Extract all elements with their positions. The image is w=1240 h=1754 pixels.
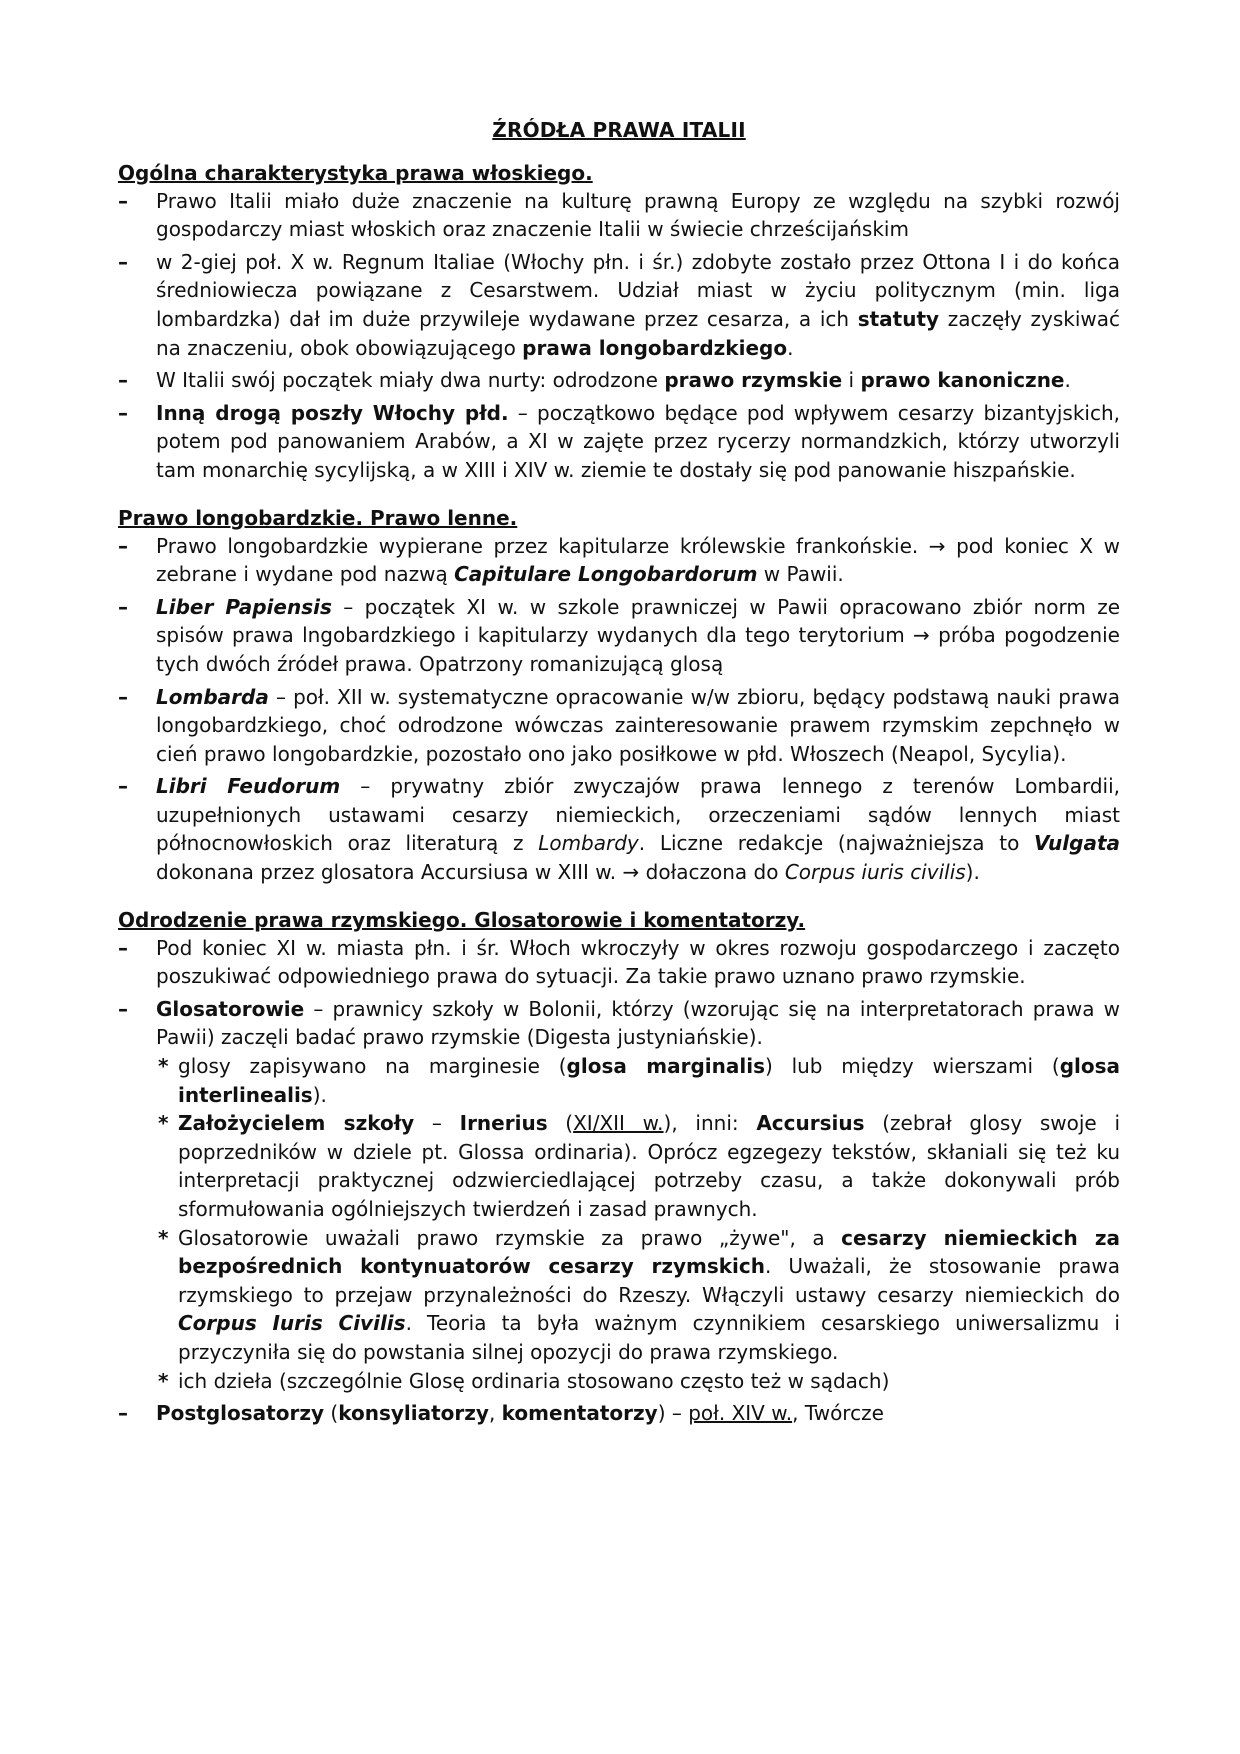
text-run: ich dzieła (szczególnie Glosę ordinaria stosowano często też w sądach) <box>178 1368 890 1393</box>
text-run: ( <box>547 1111 574 1136</box>
sub-list-item <box>156 1224 1120 1367</box>
text-run: glosa interlinealis <box>178 1054 1121 1107</box>
section-heading: Ogólna charakterystyka prawa włoskiego. <box>118 160 593 185</box>
text-run: Corpus Iuris Civilis <box>178 1311 406 1336</box>
text-run: (zebrał glosy swoje i poprzedników w dziele pt. Glossa ordinaria). Oprócz egzegezy tekstów, skłaniali się też ku interpretacji praktycznej odzwierciedlającej potrzeby czasu, a także dokonywali prób sformułowania ogólniejszych twierdzeń i zasad prawnych. <box>178 1111 1121 1221</box>
bullet-list <box>118 532 1120 887</box>
list-item <box>118 532 1120 589</box>
sub-list-item <box>156 1367 1120 1396</box>
list-item-text <box>156 997 1120 1050</box>
list-item <box>118 934 1120 991</box>
text-run: ) lub między wierszami ( <box>764 1054 1060 1079</box>
text-run: Postglosatorzy <box>156 1401 325 1426</box>
bullet-list <box>118 934 1120 1428</box>
section-heading: Prawo longobardzkie. Prawo lenne. <box>118 505 518 530</box>
section-heading: Odrodzenie prawa rzymskiego. Glosatorowie i komentatorzy. <box>118 907 806 932</box>
text-run: w Pawii. <box>757 562 844 587</box>
text-run: i <box>842 368 861 393</box>
list-item <box>118 366 1120 395</box>
text-run: . Liczne redakcje (najważniejsza to <box>638 831 1035 856</box>
list-item <box>118 593 1120 679</box>
text-run: ). <box>965 860 980 885</box>
text-run: prawa longobardzkiego <box>522 335 788 360</box>
text-run: Glosatorowie uważali prawo rzymskie za prawo „żywe", a <box>178 1225 842 1250</box>
text-run: Corpus iuris civilis <box>784 860 966 885</box>
text-run: – prywatny zbiór zwyczajów prawa lennego z terenów Lombardii, uzupełnionych ustawami cesarzy niemieckich, orzeczeniami sądów lennych miast północnowłoskich oraz literaturą z <box>156 774 1120 856</box>
text-run: Glosatorowie <box>156 996 305 1021</box>
text-run: statuty <box>857 306 940 331</box>
text-run: Prawo Italii miało duże znaczenie na kulturę prawną Europy ze względu na szybki rozwój gospodarczy miast włoskich oraz znaczenie Italii w świecie chrześcijańskim <box>156 188 1120 242</box>
document-title: ŹRÓDŁA PRAWA ITALII <box>492 118 746 142</box>
text-run: prawo rzymskie <box>664 368 843 393</box>
text-run: glosa marginalis <box>566 1054 765 1079</box>
section-longobard <box>118 504 1120 887</box>
text-run: . <box>787 335 794 360</box>
list-item <box>118 683 1120 769</box>
text-run: zaczęły zyskiwać na znaczeniu, obok obowiązującego <box>156 306 1120 360</box>
list-item <box>118 187 1120 244</box>
text-run: , Twórcze <box>792 1401 884 1426</box>
text-run: , <box>488 1401 502 1426</box>
text-run: Accursius <box>756 1111 865 1136</box>
text-run: ), inni: <box>663 1111 757 1136</box>
text-run: . Uważali, że stosowanie prawa rzymskiego to przejaw przynależności do Rzeszy. Włączyli ustawy cesarzy niemieckich do <box>178 1254 1120 1307</box>
text-run: . <box>1064 368 1071 393</box>
section-roman-law <box>118 906 1120 1428</box>
text-run: – początkowo będące pod wpływem cesarzy bizantyjskich, potem pod panowaniem Arabów, a XI w zajęte przez rycerzy normandzkich, którzy utworzyli tam monarchię sycylijską, a w XIII i XIV w. ziemie te dostały się pod panowanie hiszpańskie. <box>156 400 1120 482</box>
text-run: Vulgata <box>1034 831 1121 856</box>
text-run: dokonana przez glosatora Accursiusa w XIII w. → dołaczona do <box>156 860 785 885</box>
list-item <box>118 772 1120 886</box>
text-run: Założycielem szkoły <box>178 1111 415 1136</box>
text-run: komentatorzy <box>501 1401 658 1426</box>
text-run: W Italii swój początek miały dwa nurty: odrodzone <box>156 368 665 393</box>
text-run: glosy zapisywano na marginesie ( <box>178 1054 567 1079</box>
text-run: konsyliatorzy <box>338 1401 489 1426</box>
text-run: – poł. XII w. systematyczne opracowanie w/w zbioru, będący podstawą nauki prawa longobardzkiego, choć odrodzone wówczas zainteresowanie prawem rzymskim zepchnęło w cień prawo longobardzkie, pozostało ono jako posiłkowe w płd. Włoszech (Neapol, Sycylia). <box>156 684 1120 766</box>
sub-list-item <box>156 1052 1120 1109</box>
text-run: . Teoria ta była ważnym czynnikiem cesarskiego uniwersalizmu i przyczyniła się do powstania silnej opozycji do prawa rzymskiego. <box>178 1311 1120 1364</box>
text-run: Lombarda <box>156 684 269 709</box>
text-run: ) – <box>657 1401 689 1426</box>
text-run: – prawnicy szkoły w Bolonii, którzy (wzorując się na interpretatorach prawa w Pawii) zaczęli badać prawo rzymskie (Digesta justyniańskie). <box>156 996 1120 1050</box>
text-run: Pod koniec XI w. miasta płn. i śr. Włoch wkroczyły w okres rozwoju gospodarczego i zaczęto poszukiwać odpowiedniego prawa do sytuacji. Za takie prawo uznano prawo rzymskie. <box>156 935 1120 989</box>
text-run: – <box>414 1111 460 1136</box>
text-run: ). <box>312 1082 327 1107</box>
text-run: Prawo longobardzkie wypierane przez kapitularze królewskie frankońskie. → pod koniec X w zebrane i wydane pod nazwą <box>156 533 1120 587</box>
text-run: Lombardy <box>538 831 639 856</box>
text-run: poł. XIV w. <box>688 1401 793 1426</box>
text-run: Liber Papiensis <box>156 594 332 619</box>
text-run: Inną drogą poszły Włochy płd. <box>156 400 509 425</box>
section-general <box>118 159 1120 485</box>
bullet-list <box>118 187 1120 485</box>
text-run: w 2-giej poł. X w. Regnum Italiae (Włochy płn. i śr.) zdobyte zostało przez Ottona I i do końca średniowiecza powiązane z Cesarstwem. Udział miast w życiu politycznym (min. liga lombardzka) dał im duże przywileje wydawane przez cesarza, a ich <box>156 249 1120 331</box>
list-item <box>118 995 1120 1395</box>
list-item <box>118 1399 1120 1428</box>
text-run: Capitulare Longobardorum <box>454 562 758 587</box>
text-run: prawo kanoniczne <box>860 368 1065 393</box>
text-run: cesarzy niemieckich za bezpośrednich kontynuatorów cesarzy rzymskich <box>178 1225 1120 1279</box>
text-run: XI/XII w. <box>573 1111 664 1136</box>
sub-bullet-list <box>156 1052 1120 1395</box>
text-run: Irnerius <box>459 1111 548 1136</box>
list-item <box>118 248 1120 362</box>
sub-list-item <box>156 1109 1120 1223</box>
text-run: ( <box>324 1401 339 1426</box>
list-item <box>118 399 1120 485</box>
text-run: – początek XI w. w szkole prawniczej w Pawii opracowano zbiór norm ze spisów prawa lngobardzkiego i kapitularzy wydanych dla tego terytorium → próba pogodzenie tych dwóch źródeł prawa. Opatrzony romanizującą glosą <box>156 594 1120 676</box>
text-run: Libri Feudorum <box>156 774 341 799</box>
